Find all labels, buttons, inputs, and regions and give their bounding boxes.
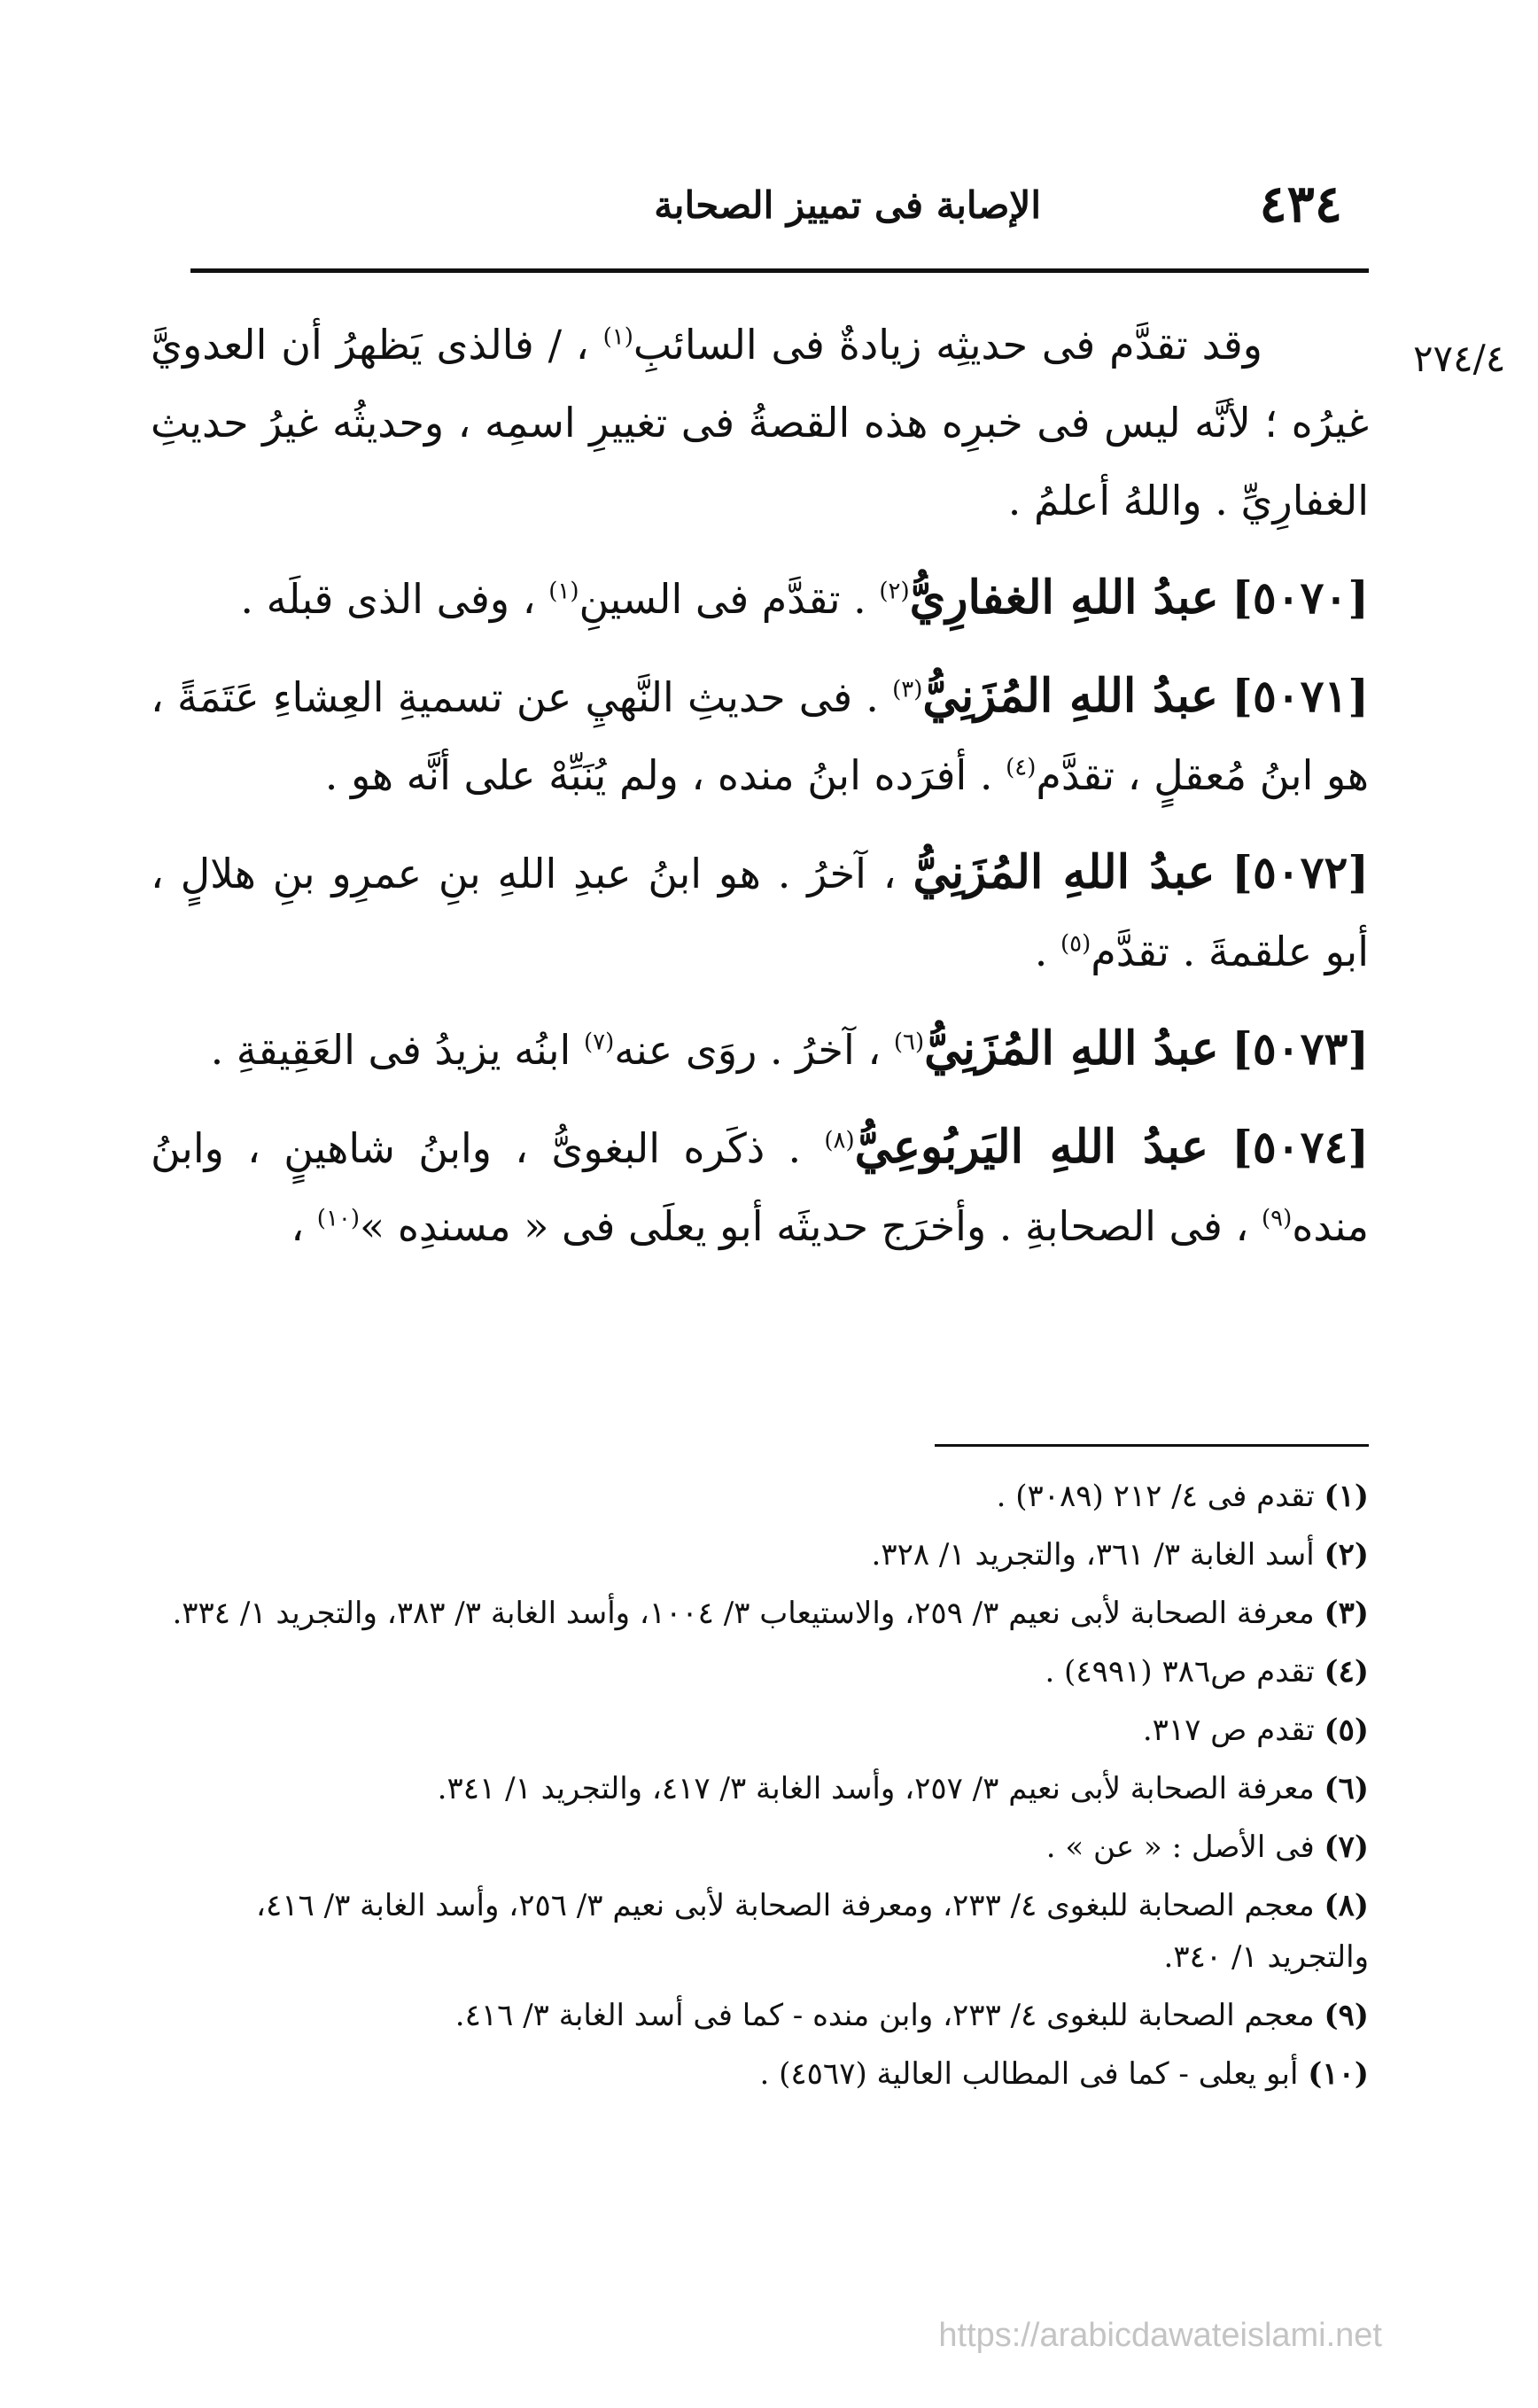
footnote-ref: (٦) [893, 1029, 925, 1056]
entry-number: [٥٠٧١] [1231, 670, 1370, 722]
footnote-ref: (٢) [879, 578, 910, 605]
entry-name: عبدُ اللهِ اليَربُوعِيُّ [854, 1120, 1208, 1174]
footnote-8: (٨) معجم الصحابة للبغوى ٤/ ٢٣٣، ومعرفة الصحابة لأبى نعيم ٣/ ٢٥٦، وأسد الغابة ٣/ ٤١٦، والتجريد ١/ ٣٤٠. [256, 1888, 1369, 1975]
footnotes [151, 1471, 1369, 2107]
running-title: الإصابة فى تمييز الصحابة [654, 183, 1041, 227]
footnote-ref: (١) [602, 323, 633, 351]
entry-5072: [٥٠٧٢] عبدُ اللهِ المُزَنِيُّ ، آخرُ . هو ابنُ عبدِ اللهِ بنِ عمرِو بنِ هلالٍ ، أبو علقمةَ . تقدَّم$^{(٥)}$ . [151, 845, 1370, 975]
intro-paragraph: وقد تقدَّم فى حديثِه زيادةٌ فى السائبِ$^{(١)}$ ، / فالذى يَظهرُ أن العدويَّ غيرُه ؛ لأنَّه ليس فى خبرِه هذه القصةُ فى تغييرِ اسمِه ، وحديثُه غيرُ حديثِ الغفارِيِّ . واللهُ أعلمُ . [151, 321, 1369, 524]
footnote-3: (٣) معرفة الصحابة لأبى نعيم ٣/ ٢٥٩، والاستيعاب ٣/ ١٠٠٤، وأسد الغابة ٣/ ٣٨٣، والتجريد ١/ ٣٣٤. [172, 1596, 1369, 1631]
footnote-5: (٥) تقدم ص ٣١٧. [1142, 1713, 1369, 1748]
footnote-ref: (٣) [892, 676, 923, 703]
entry-number: [٥٠٧٣] [1231, 1022, 1369, 1075]
entry-name: عبدُ اللهِ المُزَنِيُّ [913, 845, 1216, 899]
footnote-1: (١) تقدم فى ٤/ ٢١٢ (٣٠٨٩) . [996, 1479, 1369, 1514]
page-number: ٤٣٤ [1259, 174, 1342, 234]
footnote-ref: (٨) [824, 1127, 855, 1154]
footnote-ref: (٥) [1060, 930, 1091, 958]
header-rule [190, 268, 1369, 273]
footnote-ref: (٧) [583, 1029, 615, 1056]
footnote-6: (٦) معرفة الصحابة لأبى نعيم ٣/ ٢٥٧، وأسد الغابة ٣/ ٤١٧، والتجريد ١/ ٣٤١. [437, 1771, 1369, 1806]
entry-5073: [٥٠٧٣] عبدُ اللهِ المُزَنِيُّ$^{(٦)}$ ، آخرُ . روَى عنه$^{(٧)}$ ابنُه يزيدُ فى العَقِيقةِ . [210, 1021, 1369, 1076]
entry-name: عبدُ اللهِ المُزَنِيُّ [922, 669, 1219, 723]
footnote-10: (١٠) أبو يعلى - كما فى المطالب العالية (٤٥٦٧) . [759, 2056, 1369, 2092]
entry-name: عبدُ اللهِ الغفارِيُّ [909, 571, 1219, 625]
footnote-ref: (١٠) [316, 1205, 361, 1232]
entry-5071: [٥٠٧١] عبدُ اللهِ المُزَنِيُّ$^{(٣)}$ . فى حديثِ النَّهيِ عن تسميةِ العِشاءِ عَتَمَةً ، هو ابنُ مُعقلٍ ، تقدَّم$^{(٤)}$ . أفرَده ابنُ منده ، ولم يُنَبِّهْ على أنَّه هو . [151, 669, 1370, 799]
footnote-4: (٤) تقدم ص٣٨٦ (٤٩٩١) . [1045, 1654, 1369, 1689]
footnote-7: (٧) فى الأصل : « عن » . [1045, 1829, 1369, 1865]
entry-5070: [٥٠٧٠] عبدُ اللهِ الغفارِيُّ$^{(٢)}$ . تقدَّم فى السينِ$^{(١)}$ ، وفى الذى قبلَه . [240, 571, 1369, 625]
entry-5074: [٥٠٧٤] عبدُ اللهِ اليَربُوعِيُّ$^{(٨)}$ . ذكَره البغوىُّ ، وابنُ شاهينٍ ، وابنُ منده$^{(٩)}$ ، فى الصحابةِ . وأخرَج حديثَه أبو يعلَى فى « مسندِه »$^{(١٠)}$ ، [151, 1120, 1370, 1250]
entry-number: [٥٠٧٢] [1231, 846, 1370, 898]
entry-number: [٥٠٧٠] [1231, 571, 1369, 624]
entry-number: [٥٠٧٤] [1231, 1121, 1370, 1173]
page-header [190, 168, 1369, 266]
footnote-2: (٢) أسد الغابة ٣/ ٣٦١، والتجريد ١/ ٣٢٨. [871, 1537, 1369, 1573]
margin-reference: ٢٧٤/٤ [1413, 337, 1506, 380]
watermark-url: https://arabicdawateislami.net [938, 2317, 1382, 2354]
footnote-ref: (٩) [1261, 1205, 1293, 1232]
footnote-ref: (٤) [1006, 754, 1037, 781]
footnote-9: (٩) معجم الصحابة للبغوى ٤/ ٢٣٣، وابن منده - كما فى أسد الغابة ٣/ ٤١٦. [454, 1998, 1369, 2033]
entry-name: عبدُ اللهِ المُزَنِيُّ [924, 1021, 1219, 1076]
main-text [151, 306, 1369, 1285]
footnote-separator [935, 1444, 1369, 1447]
footnote-ref: (١) [548, 578, 579, 605]
